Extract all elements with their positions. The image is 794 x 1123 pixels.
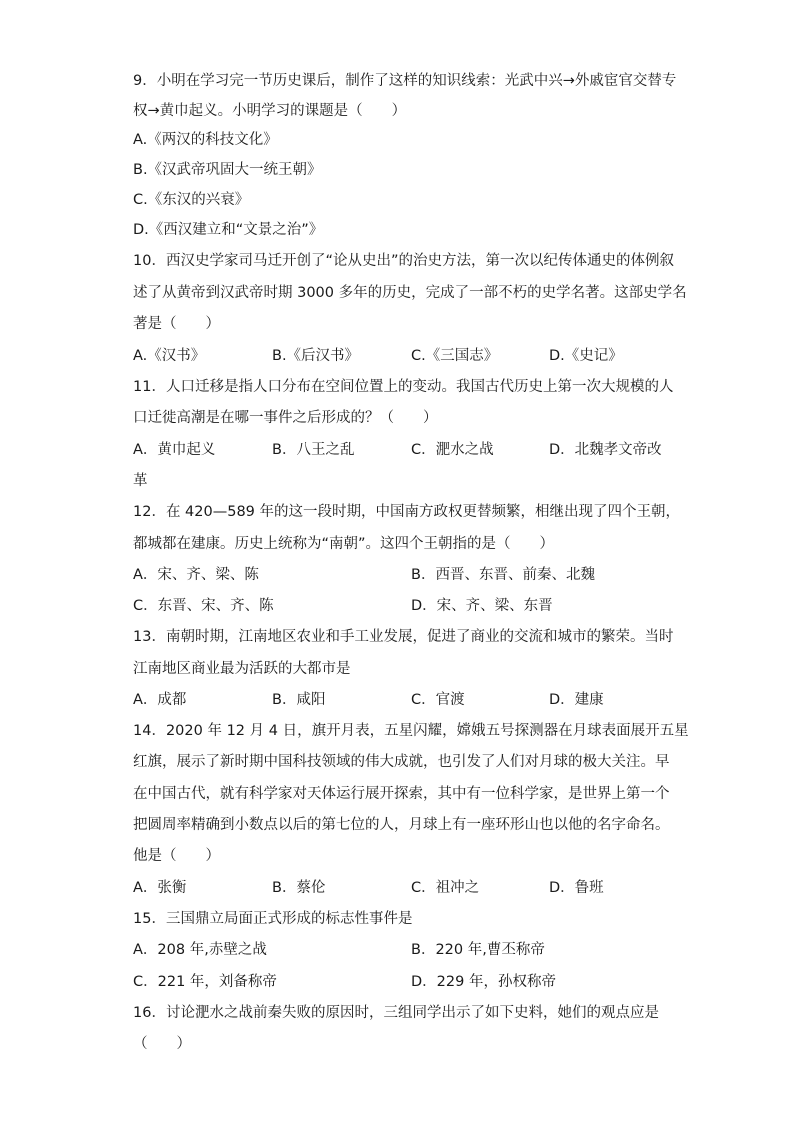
question-12-stem-line-2: 都城都在建康。历史上统称为“南朝”。这四个王朝指的是（ ） <box>133 536 555 552</box>
question-16-stem-line-1: 16．讨论淝水之战前秦失败的原因时，三组同学出示了如下史料，她们的观点应是 <box>133 1005 659 1021</box>
question-14-stem-line-4: 把圆周率精确到小数点以后的第七位的人，月球上有一座环形山也以他的名字命名。 <box>133 817 670 833</box>
question-14-stem-line-5: 他是（ ） <box>133 848 220 864</box>
question-10-option-d: D.《史记》 <box>549 348 623 364</box>
question-14-option-c: C．祖冲之 <box>411 880 480 896</box>
question-11-option-d: D．北魏孝文帝改 <box>549 442 662 458</box>
question-10-stem-line-3: 著是（ ） <box>133 316 220 332</box>
question-12-option-a: A．宋、齐、梁、陈 <box>133 567 259 583</box>
question-9-stem-line-1: 9．小明在学习完一节历史课后，制作了这样的知识线索：光武中兴→外戚宦官交替专 <box>133 73 677 89</box>
question-11-option-b: B．八王之乱 <box>272 442 355 458</box>
question-13-stem-line-2: 江南地区商业最为活跃的大都市是 <box>133 661 351 677</box>
question-12-option-c: C．东晋、宋、齐、陈 <box>133 598 274 614</box>
question-9-option-a: A.《两汉的科技文化》 <box>133 132 278 148</box>
question-11-stem-line-1: 11．人口迁移是指人口分布在空间位置上的变动。我国古代历史上第一次大规模的人 <box>133 379 674 395</box>
question-9-option-c: C.《东汉的兴衰》 <box>133 192 250 208</box>
question-12-option-b: B．西晋、东晋、前秦、北魏 <box>411 567 595 583</box>
question-12-option-d: D．宋、齐、梁、东晋 <box>411 598 553 614</box>
question-14-stem-line-1: 14．2020 年 12 月 4 日，旗开月表，五星闪耀，嫦娥五号探测器在月球表面展开五星 <box>133 723 689 739</box>
question-9-option-d: D.《西汉建立和“文景之治”》 <box>133 222 324 238</box>
question-14-option-b: B．蔡伦 <box>272 880 326 896</box>
question-14-option-a: A．张衡 <box>133 880 187 896</box>
question-13-option-c: C．官渡 <box>411 692 465 708</box>
question-15-option-b: B．220 年,曹丕称帝 <box>411 942 545 958</box>
question-13-option-a: A．成都 <box>133 692 187 708</box>
question-15-stem-line-1: 15．三国鼎立局面正式形成的标志性事件是 <box>133 911 413 927</box>
question-10-stem-line-2: 述了从黄帝到汉武帝时期 3000 多年的历史，完成了一部不朽的史学名著。这部史学名 <box>133 285 687 301</box>
question-16-stem-line-2: （ ） <box>133 1036 191 1052</box>
question-11-option-a: A．黄巾起义 <box>133 442 216 458</box>
question-14-option-d: D．鲁班 <box>549 880 604 896</box>
question-9-option-b: B.《汉武帝巩固大一统王朝》 <box>133 162 322 178</box>
question-9-stem-line-2: 权→黄巾起义。小明学习的课题是（ ） <box>133 103 407 119</box>
question-15-option-a: A．208 年,赤壁之战 <box>133 942 267 958</box>
question-11-option-c: C．淝水之战 <box>411 442 494 458</box>
question-10-option-a: A.《汉书》 <box>133 348 206 364</box>
question-11-stem-line-2: 口迁徙高潮是在哪一事件之后形成的？（ ） <box>133 410 438 426</box>
question-13-option-b: B．咸阳 <box>272 692 326 708</box>
question-14-stem-line-3: 在中国古代，就有科学家对天体运行展开探索，其中有一位科学家，是世界上第一个 <box>133 786 670 802</box>
question-10-option-c: C.《三国志》 <box>411 348 499 364</box>
question-15-option-c: C．221 年，刘备称帝 <box>133 974 277 990</box>
question-13-option-d: D．建康 <box>549 692 604 708</box>
question-10-option-b: B.《后汉书》 <box>272 348 360 364</box>
question-15-option-d: D．229 年，孙权称帝 <box>411 974 556 990</box>
question-13-stem-line-1: 13．南朝时期，江南地区农业和手工业发展，促进了商业的交流和城市的繁荣。当时 <box>133 629 674 645</box>
question-11-option-d-continued: 革 <box>133 473 148 489</box>
question-14-stem-line-2: 红旗，展示了新时期中国科技领域的伟大成就，也引发了人们对月球的极大关注。早 <box>133 754 670 770</box>
question-12-stem-line-1: 12．在 420—589 年的这一段时期，中国南方政权更替频繁，相继出现了四个王朝， <box>133 504 681 520</box>
question-10-stem-line-1: 10．西汉史学家司马迁开创了“论从史出”的治史方法，第一次以纪传体通史的体例叙 <box>133 253 674 269</box>
